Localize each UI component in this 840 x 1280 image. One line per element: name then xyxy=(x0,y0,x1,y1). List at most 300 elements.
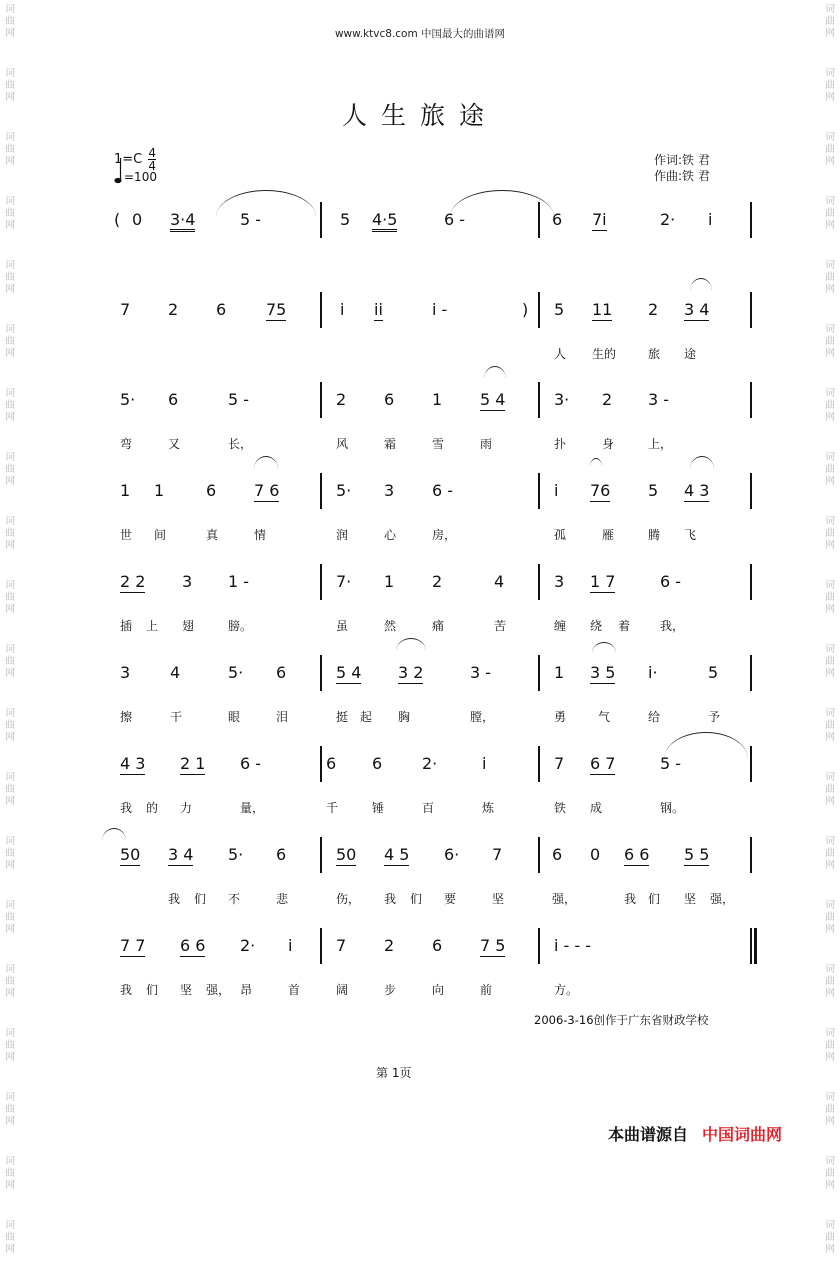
watermark-char: 词 xyxy=(825,324,835,335)
watermark-char: 词 xyxy=(5,260,15,271)
lyric-syllable: 旅 xyxy=(648,347,661,361)
note: 2· xyxy=(422,754,438,773)
watermark-char: 曲 xyxy=(5,848,15,859)
lyric-syllable: 缠 xyxy=(554,619,567,633)
watermark-char: 网 xyxy=(825,220,835,231)
watermark-glyph xyxy=(2,448,18,512)
lyric-syllable: 坚 xyxy=(492,892,505,906)
lyric-syllable: 扑 xyxy=(554,437,567,451)
watermark-char: 网 xyxy=(825,156,835,167)
note: 5 4 xyxy=(336,663,362,682)
watermark-char: 网 xyxy=(5,540,15,551)
lyric-syllable: 气 xyxy=(598,710,611,724)
watermark-char: 网 xyxy=(5,1116,15,1127)
watermark-char: 网 xyxy=(5,156,15,167)
note: 4 xyxy=(170,663,181,682)
note: ( xyxy=(114,210,121,229)
lyric-syllable: 我 xyxy=(120,983,133,997)
watermark-char: 词 xyxy=(5,388,15,399)
barline xyxy=(538,564,540,600)
note: 5 - xyxy=(660,754,682,773)
note: 5 xyxy=(340,210,351,229)
note: 3 5 xyxy=(590,663,616,682)
barline xyxy=(538,655,540,691)
watermark-char: 曲 xyxy=(5,336,15,347)
lyric-syllable: 悲 xyxy=(276,892,289,906)
watermark-char: 词 xyxy=(5,644,15,655)
lyric-syllable: 起 xyxy=(360,710,373,724)
watermark-glyph xyxy=(2,960,18,1024)
staff-line xyxy=(108,210,758,280)
watermark-right xyxy=(822,0,838,1255)
note: 5 xyxy=(648,481,659,500)
watermark-glyph xyxy=(2,128,18,192)
lyric-syllable: 眼 xyxy=(228,710,241,724)
lyric-syllable: 们 xyxy=(648,892,661,906)
note: 3 xyxy=(384,481,395,500)
lyric-syllable: 虽 xyxy=(336,619,349,633)
watermark-char: 曲 xyxy=(5,400,15,411)
watermark-glyph xyxy=(822,1152,838,1216)
watermark-char: 网 xyxy=(825,28,835,39)
composition-note: 2006-3-16创作于广东省财政学校 xyxy=(534,1013,709,1027)
barline xyxy=(750,746,752,782)
watermark-glyph xyxy=(2,896,18,960)
watermark-char: 网 xyxy=(825,988,835,999)
barline xyxy=(320,292,322,328)
lyric-syllable: 量， xyxy=(240,801,265,815)
watermark-char: 曲 xyxy=(5,272,15,283)
lyric-syllable: 向 xyxy=(432,983,445,997)
staff-line xyxy=(108,845,758,915)
composer: 作曲:铁 君 xyxy=(654,169,710,183)
watermark-char: 词 xyxy=(825,388,835,399)
lyric-syllable: 胸 xyxy=(398,710,411,724)
lyric-syllable: 强， xyxy=(552,892,577,906)
lyric-syllable: 风 xyxy=(336,437,349,451)
lyric-syllable: 予 xyxy=(708,710,721,724)
note: i xyxy=(554,481,559,500)
lyric-syllable: 成 xyxy=(590,801,603,815)
note: 75 xyxy=(266,300,287,319)
note: 7· xyxy=(336,572,352,591)
note: 5 xyxy=(554,300,565,319)
lyric-syllable: 们 xyxy=(194,892,207,906)
watermark-char: 曲 xyxy=(825,1104,835,1115)
watermark-char: 曲 xyxy=(5,464,15,475)
watermark-char: 网 xyxy=(825,1180,835,1191)
watermark-glyph xyxy=(2,832,18,896)
lyric-syllable: 我 xyxy=(384,892,397,906)
lyric-syllable: 上 xyxy=(146,619,159,633)
watermark-char: 词 xyxy=(825,836,835,847)
note: 11 xyxy=(592,300,613,319)
lyric-syllable: 着 xyxy=(618,619,631,633)
note: 2 xyxy=(432,572,443,591)
note: i xyxy=(708,210,713,229)
lyric-syllable: 不 xyxy=(228,892,241,906)
watermark-char: 网 xyxy=(5,284,15,295)
note: 5· xyxy=(336,481,352,500)
lyric-syllable: 百 xyxy=(422,801,435,815)
note: 6 - xyxy=(660,572,682,591)
watermark-char: 曲 xyxy=(825,912,835,923)
watermark-char: 词 xyxy=(825,1028,835,1039)
note: 2 2 xyxy=(120,572,146,591)
lyric-syllable: 世 xyxy=(120,528,133,542)
watermark-glyph xyxy=(2,192,18,256)
watermark-char: 词 xyxy=(5,580,15,591)
watermark-char: 曲 xyxy=(5,80,15,91)
note: 76 xyxy=(590,481,611,500)
watermark-char: 网 xyxy=(825,604,835,615)
barline xyxy=(320,837,322,873)
lyric-syllable: 坚 xyxy=(180,983,193,997)
lyric-syllable: 翅 xyxy=(182,619,195,633)
lyric-syllable: 膛， xyxy=(470,710,495,724)
lyric-syllable: 长， xyxy=(228,437,253,451)
note: 6 xyxy=(276,845,287,864)
watermark-char: 词 xyxy=(5,132,15,143)
watermark-char: 曲 xyxy=(5,976,15,987)
lyric-syllable: 力 xyxy=(180,801,193,815)
note: 6 - xyxy=(432,481,454,500)
note: 1 xyxy=(154,481,165,500)
source-credit xyxy=(608,1122,782,1145)
watermark-char: 网 xyxy=(825,924,835,935)
barline xyxy=(538,292,540,328)
watermark-char: 曲 xyxy=(5,1040,15,1051)
watermark-char: 曲 xyxy=(5,784,15,795)
quarter-note-icon xyxy=(114,156,122,184)
watermark-char: 词 xyxy=(5,836,15,847)
watermark-glyph xyxy=(2,1088,18,1152)
barline xyxy=(320,746,322,782)
lyric-syllable: 首 xyxy=(288,983,301,997)
note: 3·4 xyxy=(170,210,195,232)
note: 1 xyxy=(120,481,131,500)
note: 2 1 xyxy=(180,754,206,773)
note: ii xyxy=(374,300,383,319)
lyric-syllable: 身 xyxy=(602,437,615,451)
watermark-char: 网 xyxy=(5,732,15,743)
watermark-char: 网 xyxy=(825,92,835,103)
note: 1 7 xyxy=(590,572,616,591)
watermark-char: 曲 xyxy=(5,208,15,219)
lyric-syllable: 昂 xyxy=(240,983,253,997)
watermark-char: 词 xyxy=(825,580,835,591)
staff-line xyxy=(108,663,758,733)
watermark-char: 曲 xyxy=(5,1232,15,1243)
watermark-char: 网 xyxy=(825,1116,835,1127)
lyric-syllable: 锤 xyxy=(372,801,385,815)
watermark-char: 曲 xyxy=(825,720,835,731)
note: 6 xyxy=(552,845,563,864)
note: 1 xyxy=(554,663,565,682)
credits xyxy=(654,152,710,184)
lyricist: 作词:铁 君 xyxy=(654,153,710,167)
watermark-glyph xyxy=(2,1024,18,1088)
watermark-glyph xyxy=(2,768,18,832)
note: 0 xyxy=(590,845,601,864)
watermark-glyph xyxy=(2,384,18,448)
barline xyxy=(320,382,322,418)
watermark-char: 曲 xyxy=(825,528,835,539)
staff-line xyxy=(108,300,758,370)
watermark-char: 网 xyxy=(5,220,15,231)
watermark-char: 词 xyxy=(825,452,835,463)
watermark-char: 词 xyxy=(5,324,15,335)
slur-arc xyxy=(664,732,748,759)
watermark-char: 曲 xyxy=(825,336,835,347)
watermark-glyph xyxy=(822,576,838,640)
watermark-char: 词 xyxy=(5,1220,15,1231)
note: 7i xyxy=(592,210,607,229)
lyric-syllable: 生的 xyxy=(592,347,617,361)
note: 6 xyxy=(432,936,443,955)
note: 3 - xyxy=(648,390,670,409)
watermark-glyph xyxy=(822,256,838,320)
barline xyxy=(538,382,540,418)
watermark-glyph xyxy=(2,576,18,640)
watermark-char: 词 xyxy=(5,1028,15,1039)
watermark-char: 曲 xyxy=(825,464,835,475)
watermark-char: 词 xyxy=(5,964,15,975)
lyric-syllable: 步 xyxy=(384,983,397,997)
watermark-glyph xyxy=(822,640,838,704)
lyric-syllable: 们 xyxy=(146,983,159,997)
note: 4 xyxy=(494,572,505,591)
lyric-syllable: 雨 xyxy=(480,437,493,451)
lyric-syllable: 情 xyxy=(254,528,267,542)
barline xyxy=(320,202,322,238)
meter-bottom: 4 xyxy=(148,159,157,173)
lyric-syllable: 然 xyxy=(384,619,397,633)
barline xyxy=(750,837,752,873)
watermark-char: 网 xyxy=(825,668,835,679)
lyric-syllable: 腾 xyxy=(648,528,661,542)
note: 5· xyxy=(228,845,244,864)
note: 6 7 xyxy=(590,754,616,773)
barline xyxy=(750,564,752,600)
barline xyxy=(538,746,540,782)
watermark-char: 词 xyxy=(825,964,835,975)
watermark-glyph xyxy=(822,1216,838,1280)
watermark-char: 曲 xyxy=(5,1104,15,1115)
watermark-char: 词 xyxy=(825,772,835,783)
note: 5· xyxy=(120,390,136,409)
note: 4 5 xyxy=(384,845,410,864)
watermark-glyph xyxy=(822,512,838,576)
barline xyxy=(750,202,752,238)
note: 5 5 xyxy=(684,845,710,864)
note: 6 xyxy=(168,390,179,409)
watermark-char: 词 xyxy=(825,68,835,79)
watermark-glyph xyxy=(2,256,18,320)
note: i - xyxy=(432,300,448,319)
lyric-syllable: 泪 xyxy=(276,710,289,724)
lyric-syllable: 弯 xyxy=(120,437,133,451)
lyric-syllable: 的 xyxy=(146,801,159,815)
lyric-syllable: 伤， xyxy=(336,892,361,906)
watermark-char: 词 xyxy=(825,644,835,655)
note: 6 6 xyxy=(180,936,206,955)
watermark-char: 词 xyxy=(5,1092,15,1103)
slur-arc xyxy=(216,190,316,217)
watermark-char: 曲 xyxy=(825,976,835,987)
note: 6 xyxy=(206,481,217,500)
note: 2· xyxy=(660,210,676,229)
lyric-syllable: 我 xyxy=(624,892,637,906)
watermark-glyph xyxy=(2,1216,18,1280)
watermark-glyph xyxy=(822,704,838,768)
watermark-char: 网 xyxy=(825,284,835,295)
watermark-char: 曲 xyxy=(5,528,15,539)
watermark-char: 曲 xyxy=(5,16,15,27)
watermark-glyph xyxy=(822,128,838,192)
note: 2 xyxy=(384,936,395,955)
watermark-glyph xyxy=(822,832,838,896)
lyric-syllable: 霜 xyxy=(384,437,397,451)
staff-line xyxy=(108,936,758,1006)
lyric-syllable: 方。 xyxy=(554,983,579,997)
watermark-char: 词 xyxy=(825,1156,835,1167)
note: 7 xyxy=(492,845,503,864)
note: i xyxy=(340,300,345,319)
lyric-syllable: 膀。 xyxy=(228,619,253,633)
watermark-char: 网 xyxy=(5,668,15,679)
lyric-syllable: 挺 xyxy=(336,710,349,724)
lyric-syllable: 孤 xyxy=(554,528,567,542)
lyric-syllable: 坚 xyxy=(684,892,697,906)
note: 5 - xyxy=(240,210,262,229)
watermark-char: 曲 xyxy=(825,144,835,155)
barline xyxy=(320,473,322,509)
watermark-char: 网 xyxy=(5,604,15,615)
lyric-syllable: 给 xyxy=(648,710,661,724)
watermark-char: 网 xyxy=(825,860,835,871)
watermark-glyph xyxy=(822,384,838,448)
watermark-char: 网 xyxy=(5,796,15,807)
watermark-char: 曲 xyxy=(825,272,835,283)
barline xyxy=(320,564,322,600)
watermark-char: 词 xyxy=(825,132,835,143)
watermark-char: 曲 xyxy=(825,656,835,667)
note: 3 4 xyxy=(684,300,710,319)
watermark-glyph xyxy=(822,896,838,960)
lyric-syllable: 我 xyxy=(120,801,133,815)
staff-line xyxy=(108,754,758,824)
lyric-syllable: 强， xyxy=(206,983,231,997)
watermark-char: 曲 xyxy=(825,1232,835,1243)
lyric-syllable: 千 xyxy=(326,801,339,815)
slur-arc xyxy=(102,828,126,841)
lyric-syllable: 房， xyxy=(432,528,457,542)
watermark-char: 词 xyxy=(5,900,15,911)
lyric-syllable: 途 xyxy=(684,347,697,361)
watermark-char: 曲 xyxy=(5,592,15,603)
staff-line xyxy=(108,390,758,460)
watermark-char: 词 xyxy=(5,196,15,207)
note: 6 - xyxy=(240,754,262,773)
watermark-char: 网 xyxy=(5,92,15,103)
slur-arc xyxy=(592,642,616,653)
lyric-syllable: 擦 xyxy=(120,710,133,724)
note: 3· xyxy=(554,390,570,409)
lyric-syllable: 上， xyxy=(648,437,673,451)
watermark-char: 词 xyxy=(825,900,835,911)
note: 50 xyxy=(336,845,357,864)
note: 7 xyxy=(120,300,131,319)
watermark-char: 网 xyxy=(5,1052,15,1063)
note: 7 xyxy=(336,936,347,955)
note: 50 xyxy=(120,845,141,864)
lyric-syllable: 我 xyxy=(168,892,181,906)
note: 6 xyxy=(384,390,395,409)
note: 2 xyxy=(168,300,179,319)
note: 7 6 xyxy=(254,481,280,500)
note: i xyxy=(482,754,487,773)
lyric-syllable: 阔 xyxy=(336,983,349,997)
time-signature xyxy=(148,147,156,172)
watermark-char: 曲 xyxy=(5,656,15,667)
site-header[interactable]: www.ktvc8.com 中国最大的曲谱网 xyxy=(334,28,506,40)
watermark-glyph xyxy=(2,640,18,704)
watermark-char: 网 xyxy=(5,412,15,423)
lyric-syllable: 苦 xyxy=(494,619,507,633)
watermark-char: 词 xyxy=(5,772,15,783)
note: 2 xyxy=(648,300,659,319)
lyric-syllable: 铁 xyxy=(554,801,567,815)
watermark-glyph xyxy=(822,768,838,832)
note: 7 7 xyxy=(120,936,146,955)
watermark-char: 词 xyxy=(825,260,835,271)
watermark-glyph xyxy=(2,320,18,384)
barline xyxy=(750,382,752,418)
barline xyxy=(320,655,322,691)
note: 2 xyxy=(602,390,613,409)
note: i xyxy=(288,936,293,955)
note: 1 - xyxy=(228,572,250,591)
note: 5 - xyxy=(228,390,250,409)
lyric-syllable: 我， xyxy=(660,619,685,633)
watermark-char: 曲 xyxy=(825,848,835,859)
note: 6 xyxy=(326,754,337,773)
slur-arc xyxy=(450,190,554,217)
note: 6 xyxy=(216,300,227,319)
watermark-glyph xyxy=(2,512,18,576)
watermark-char: 词 xyxy=(825,4,835,15)
source-label: 本曲谱源自 xyxy=(608,1125,689,1144)
note: 1 xyxy=(384,572,395,591)
note: i - - - xyxy=(554,936,592,955)
watermark-char: 网 xyxy=(825,1052,835,1063)
watermark-char: 曲 xyxy=(825,400,835,411)
watermark-char: 词 xyxy=(825,708,835,719)
song-title: 人生旅途 xyxy=(341,101,498,130)
watermark-char: 网 xyxy=(825,412,835,423)
watermark-char: 词 xyxy=(5,708,15,719)
lyric-syllable: 痛 xyxy=(432,619,445,633)
barline xyxy=(750,928,752,964)
source-site[interactable]: 中国词曲网 xyxy=(702,1125,783,1144)
watermark-char: 网 xyxy=(5,1180,15,1191)
watermark-char: 词 xyxy=(825,1220,835,1231)
watermark-char: 词 xyxy=(5,516,15,527)
note: 3 xyxy=(182,572,193,591)
lyric-syllable: 勇 xyxy=(554,710,567,724)
note: 3 xyxy=(554,572,565,591)
